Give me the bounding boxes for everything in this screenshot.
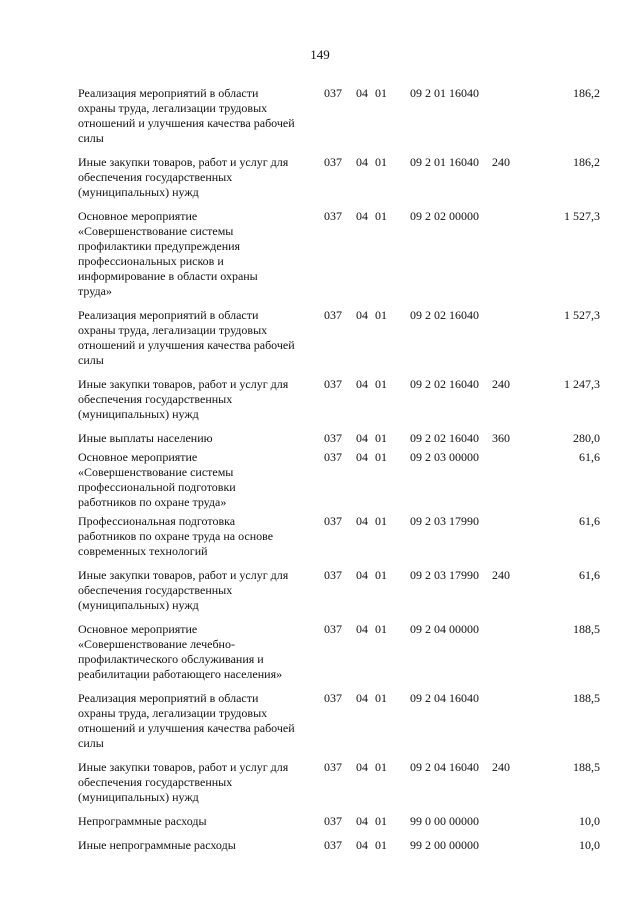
section-code: 04 [356, 691, 368, 705]
table-row [78, 450, 608, 510]
section-code: 04 [356, 209, 368, 223]
section-code: 04 [356, 838, 368, 852]
target-article-code: 99 0 00 00000 [410, 814, 479, 828]
ministry-code: 037 [324, 86, 342, 100]
ministry-code: 037 [324, 838, 342, 852]
target-article-code: 09 2 01 16040 [410, 155, 479, 169]
expense-name: Иные закупки товаров, работ и услуг для обеспечения государственных (муниципальных) нужд [78, 155, 289, 199]
ministry-code: 037 [324, 814, 342, 828]
section-code: 04 [356, 814, 368, 828]
table-row [78, 377, 608, 422]
amount: 61,6 [579, 568, 600, 582]
expense-type-code: 360 [492, 431, 510, 445]
expense-name: Непрограммные расходы [78, 814, 207, 828]
expense-name: Основное мероприятие «Совершенствование лечебно- профилактического обслуживания и реабилитации работающего населения» [78, 622, 283, 681]
subsection-code: 01 [375, 568, 387, 582]
subsection-code: 01 [375, 760, 387, 774]
section-code: 04 [356, 86, 368, 100]
ministry-code: 037 [324, 622, 342, 636]
section-code: 04 [356, 155, 368, 169]
amount: 186,2 [573, 86, 600, 100]
subsection-code: 01 [375, 431, 387, 445]
table-row [78, 622, 608, 682]
table-row [78, 514, 608, 559]
target-article-code: 09 2 04 00000 [410, 622, 479, 636]
ministry-code: 037 [324, 760, 342, 774]
expense-type-code: 240 [492, 760, 510, 774]
target-article-code: 09 2 03 17990 [410, 514, 479, 528]
section-code: 04 [356, 568, 368, 582]
page-number: 149 [310, 47, 330, 62]
table-row [78, 838, 608, 853]
amount: 186,2 [573, 155, 600, 169]
amount: 188,5 [573, 760, 600, 774]
subsection-code: 01 [375, 514, 387, 528]
expense-name: Реализация мероприятий в области охраны труда, легализации трудовых отношений и улучшения качества рабочей силы [78, 86, 295, 145]
ministry-code: 037 [324, 691, 342, 705]
amount: 1 527,3 [564, 308, 600, 322]
subsection-code: 01 [375, 308, 387, 322]
expense-name: Основное мероприятие «Совершенствование системы профессиональной подготовки работников по охране труда» [78, 450, 236, 509]
subsection-code: 01 [375, 622, 387, 636]
expense-name: Иные непрограммные расходы [78, 838, 236, 852]
expense-type-code: 240 [492, 377, 510, 391]
expense-name: Иные выплаты населению [78, 431, 213, 445]
ministry-code: 037 [324, 450, 342, 464]
expense-name: Иные закупки товаров, работ и услуг для обеспечения государственных (муниципальных) нужд [78, 760, 289, 804]
subsection-code: 01 [375, 155, 387, 169]
ministry-code: 037 [324, 155, 342, 169]
amount: 61,6 [579, 450, 600, 464]
amount: 188,5 [573, 691, 600, 705]
expense-name: Основное мероприятие «Совершенствование системы профилактики предупреждения профессиональных рисков и информирование в области охраны труда» [78, 209, 258, 298]
expense-type-code: 240 [492, 155, 510, 169]
expense-name: Реализация мероприятий в области охраны труда, легализации трудовых отношений и улучшения качества рабочей силы [78, 691, 295, 750]
target-article-code: 09 2 03 17990 [410, 568, 479, 582]
target-article-code: 09 2 02 00000 [410, 209, 479, 223]
amount: 1 247,3 [564, 377, 600, 391]
amount: 1 527,3 [564, 209, 600, 223]
subsection-code: 01 [375, 209, 387, 223]
table-row [78, 814, 608, 829]
table-row [78, 86, 608, 146]
subsection-code: 01 [375, 86, 387, 100]
expense-name: Иные закупки товаров, работ и услуг для обеспечения государственных (муниципальных) нужд [78, 568, 289, 612]
table-row [78, 308, 608, 368]
section-code: 04 [356, 308, 368, 322]
target-article-code: 99 2 00 00000 [410, 838, 479, 852]
expense-type-code: 240 [492, 568, 510, 582]
ministry-code: 037 [324, 568, 342, 582]
target-article-code: 09 2 04 16040 [410, 691, 479, 705]
ministry-code: 037 [324, 514, 342, 528]
amount: 10,0 [579, 838, 600, 852]
subsection-code: 01 [375, 377, 387, 391]
table-row [78, 760, 608, 805]
ministry-code: 037 [324, 209, 342, 223]
section-code: 04 [356, 622, 368, 636]
target-article-code: 09 2 02 16040 [410, 377, 479, 391]
subsection-code: 01 [375, 450, 387, 464]
table-row [78, 431, 608, 446]
section-code: 04 [356, 377, 368, 391]
target-article-code: 09 2 03 00000 [410, 450, 479, 464]
expense-name: Иные закупки товаров, работ и услуг для обеспечения государственных (муниципальных) нужд [78, 377, 289, 421]
table-row [78, 568, 608, 613]
ministry-code: 037 [324, 308, 342, 322]
amount: 188,5 [573, 622, 600, 636]
target-article-code: 09 2 01 16040 [410, 86, 479, 100]
budget-table [78, 86, 608, 857]
ministry-code: 037 [324, 377, 342, 391]
subsection-code: 01 [375, 814, 387, 828]
subsection-code: 01 [375, 838, 387, 852]
expense-name: Реализация мероприятий в области охраны труда, легализации трудовых отношений и улучшения качества рабочей силы [78, 308, 295, 367]
amount: 280,0 [573, 431, 600, 445]
table-row [78, 691, 608, 751]
amount: 61,6 [579, 514, 600, 528]
target-article-code: 09 2 02 16040 [410, 431, 479, 445]
target-article-code: 09 2 04 16040 [410, 760, 479, 774]
amount: 10,0 [579, 814, 600, 828]
ministry-code: 037 [324, 431, 342, 445]
table-row [78, 209, 608, 299]
section-code: 04 [356, 431, 368, 445]
expense-name: Профессиональная подготовка работников по охране труда на основе современных технологий [78, 514, 274, 558]
target-article-code: 09 2 02 16040 [410, 308, 479, 322]
section-code: 04 [356, 760, 368, 774]
section-code: 04 [356, 514, 368, 528]
section-code: 04 [356, 450, 368, 464]
table-row [78, 155, 608, 200]
subsection-code: 01 [375, 691, 387, 705]
